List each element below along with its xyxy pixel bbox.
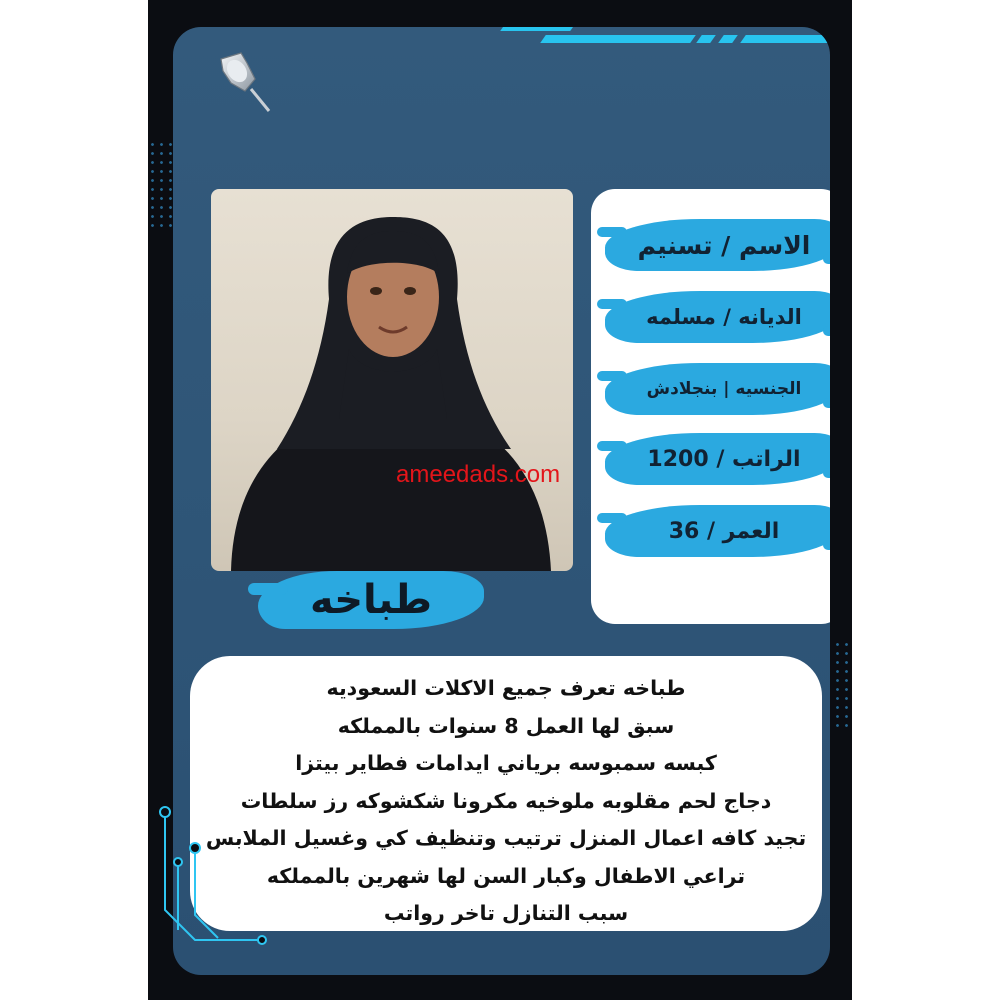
description-line: تراعي الاطفال وكبار السن لها شهرين بالمملكه [266, 863, 746, 888]
name-label: الاسم / تسنيم [605, 219, 830, 271]
salary-label: الراتب / 1200 [605, 433, 830, 485]
watermark-text: ameedads.com [396, 461, 561, 488]
nationality-label: الجنسيه | بنجلادش [605, 363, 830, 415]
religion-label: الديانه / مسلمه [605, 291, 830, 343]
description-line: كبسه سمبوسه برياني ايدامات فطاير بيتزا [295, 751, 717, 775]
age-label: العمر / 36 [605, 505, 830, 557]
description-line: سبق لها العمل 8 سنوات بالمملكه [337, 713, 675, 738]
description-line: دجاج لحم مقلوبه ملوخيه مكرونا شكشوكه رز سلطات [240, 788, 772, 813]
description-line: سبب التنازل تاخر رواتب [383, 901, 629, 925]
job-title: طباخه [258, 571, 484, 629]
description-line: طباخه تعرف جميع الاكلات السعوديه [326, 676, 686, 700]
description-line: تجيد كافه اعمال المنزل ترتيب وتنظيف كي وغسيل الملابس [205, 826, 807, 850]
